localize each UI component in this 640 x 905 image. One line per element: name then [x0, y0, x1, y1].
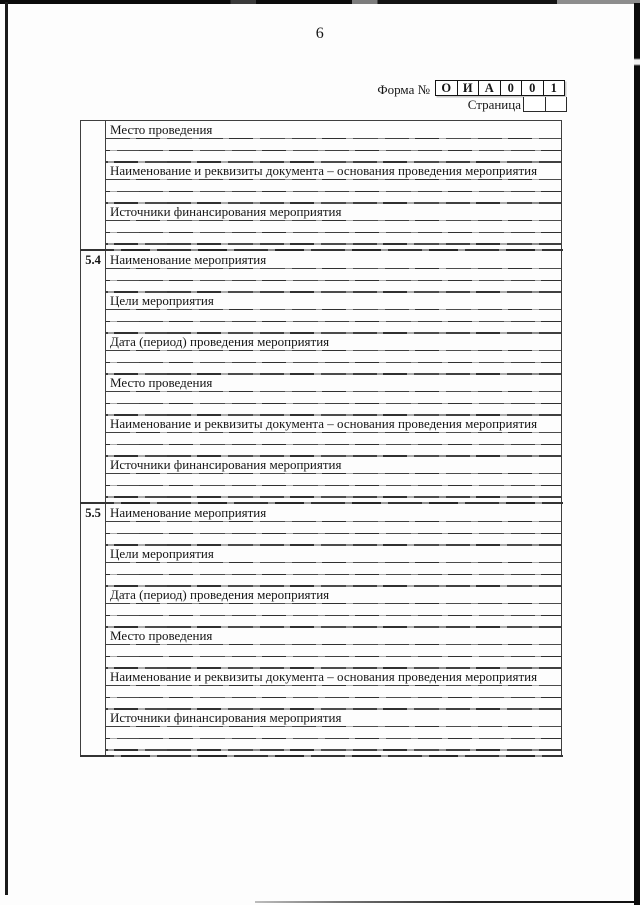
field-label: Место проведения	[106, 627, 561, 645]
field-label: Источники финансирования мероприятия	[106, 456, 561, 474]
form-code-cell: 0	[522, 81, 544, 95]
scan-frame-left	[5, 2, 8, 895]
field-write-line	[106, 645, 561, 657]
form-field	[106, 456, 561, 497]
field-write-line	[106, 686, 561, 698]
form-code-cells	[435, 80, 565, 96]
field-write-line	[106, 310, 561, 322]
form-section	[81, 504, 561, 757]
field-write-line	[106, 433, 561, 445]
field-write-line	[106, 363, 561, 375]
form-field	[106, 504, 561, 545]
section-spacer	[106, 244, 561, 251]
form-field	[106, 292, 561, 333]
section-number: 5.5	[81, 504, 106, 757]
field-write-line	[106, 392, 561, 404]
form-field	[106, 415, 561, 456]
form-section	[81, 251, 561, 504]
field-label: Место проведения	[106, 374, 561, 392]
field-write-line	[106, 281, 561, 293]
field-label: Источники финансирования мероприятия	[106, 709, 561, 727]
page-number-cells	[523, 97, 567, 112]
field-write-line	[106, 739, 561, 751]
form-field	[106, 709, 561, 750]
page-label: Страница	[467, 97, 521, 112]
field-label: Наименование и реквизиты документа – основания проведения мероприятия	[106, 415, 561, 433]
form-field	[106, 251, 561, 292]
field-label: Цели мероприятия	[106, 292, 561, 310]
field-write-line	[106, 192, 561, 204]
field-write-line	[106, 445, 561, 457]
form-code-cell: 0	[501, 81, 523, 95]
field-write-line	[106, 534, 561, 546]
field-write-line	[106, 616, 561, 628]
field-label: Место проведения	[106, 121, 561, 139]
form-field	[106, 586, 561, 627]
page-number-cell	[546, 97, 567, 111]
field-write-line	[106, 180, 561, 192]
form-section	[81, 121, 561, 251]
field-write-line	[106, 474, 561, 486]
field-label: Наименование мероприятия	[106, 504, 561, 522]
field-write-line	[106, 563, 561, 575]
form-code-cell: 1	[550, 81, 557, 95]
form-code-cell: А	[479, 81, 501, 95]
form-table	[80, 120, 562, 757]
field-write-line	[106, 151, 561, 163]
form-field	[106, 162, 561, 203]
form-field	[106, 668, 561, 709]
section-number: 5.4	[81, 251, 106, 504]
field-write-line	[106, 351, 561, 363]
field-write-line	[106, 575, 561, 587]
field-label: Цели мероприятия	[106, 545, 561, 563]
field-label: Наименование и реквизиты документа – основания проведения мероприятия	[106, 668, 561, 686]
page-number: 6	[315, 25, 325, 42]
section-spacer	[106, 497, 561, 504]
field-write-line	[106, 657, 561, 669]
section-number	[81, 121, 106, 251]
field-write-line	[106, 221, 561, 233]
field-write-line	[106, 522, 561, 534]
field-write-line	[106, 139, 561, 151]
section-spacer	[106, 750, 561, 757]
field-label: Дата (период) проведения мероприятия	[106, 333, 561, 351]
field-write-line	[106, 404, 561, 416]
form-number-label: Форма №	[377, 82, 430, 97]
scan-frame-right	[634, 3, 640, 905]
field-write-line	[106, 322, 561, 334]
field-label: Источники финансирования мероприятия	[106, 203, 561, 221]
form-field	[106, 545, 561, 586]
form-code-cell: И	[458, 81, 480, 95]
form-field	[106, 333, 561, 374]
field-label: Наименование мероприятия	[106, 251, 561, 269]
form-code-cell: О	[436, 81, 458, 95]
form-field	[106, 374, 561, 415]
scan-frame-top	[0, 0, 640, 4]
field-write-line	[106, 604, 561, 616]
form-field	[106, 203, 561, 244]
field-label: Наименование и реквизиты документа – основания проведения мероприятия	[106, 162, 561, 180]
field-label: Дата (период) проведения мероприятия	[106, 586, 561, 604]
field-write-line	[106, 269, 561, 281]
form-field	[106, 627, 561, 668]
page-number-cell	[524, 97, 546, 111]
field-write-line	[106, 698, 561, 710]
field-write-line	[106, 233, 561, 245]
scan-frame-bottom	[255, 901, 634, 903]
field-write-line	[106, 486, 561, 498]
field-write-line	[106, 727, 561, 739]
form-field	[106, 121, 561, 162]
